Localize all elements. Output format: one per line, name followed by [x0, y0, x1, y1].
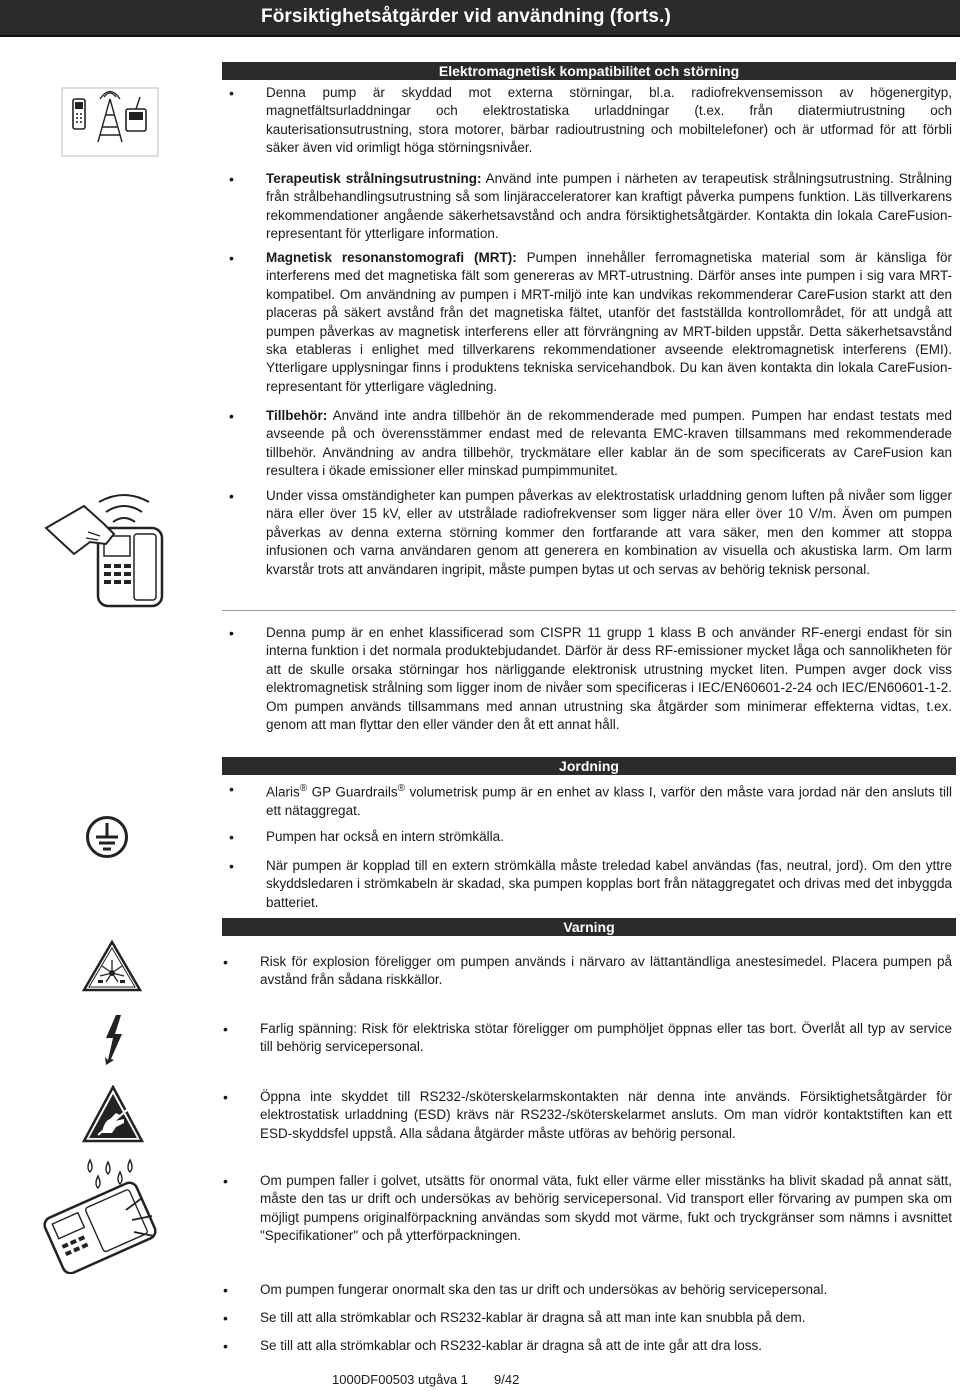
emc-bullet-cispr: • Denna pump är en enhet klassificerad som CISPR 11 grupp 1 klass B och använder RF-energi endast för sin interna funktion i det normala produktebjudandet. Därför är dess RF-emissioner mycket låga och sannolikheten för att de skulle orsaka störningar hos närliggande elektronisk utrustning mycket liten. Pumpen avger dock viss elektromagnetisk strålning som ligger inom de nivåer som specificeras i IEC/EN60601-2-24 och IEC/EN60601-1-2. Om pumpen används tillsammans med annan utrustning ska åtgärder som minimerar effekterna vidtas, t.ex. genom att man flyttar den eller vänder den åt ett annat håll. — [266, 624, 952, 734]
pump-dropped-wet-icon — [30, 1158, 172, 1279]
esd-hand-pump-icon — [44, 484, 166, 617]
warning-section-header: Varning — [222, 918, 956, 936]
warning-bullet-dropped: • Om pumpen faller i golvet, utsätts för onormal väta, fukt eller värme eller misstänks ha blivit skadad på annat sätt, måste den tas ur drift och undersökas av behörig servicepersonal. Vid transport eller förvaring av pumpen ska om möjligt pumpens originalförpackning användas som skydd mot värme, fukt och tryckgränser som nämns i avsnittet "Specifikationer" och på ytterförpackningen. — [260, 1172, 952, 1246]
emc-bullet-accessories — [266, 407, 952, 481]
emc-bullet-radiation — [266, 170, 952, 244]
radiation-text: Använd inte pumpen i närheten av terapeutisk strålningsutrustning. Strålning från strålbehandlingsutrustning så som linjäracceleratorer kan kraftigt påverka pumpens funktion. Läs tillverkarens rekommendationer angående säkerhetsavstånd och andra försiktighetsåtgärder. Kontakta din lokala CareFusion-representant för ytterligare information. — [266, 171, 952, 242]
warning-bullet-rs232: • Öppna inte skyddet till RS232-/sköterskelarmskontakten när denna inte används. Försiktighetsåtgärder för elektrostatisk urladdning (ESD) krävs när RS232-/sköterskelarmet ansluts. Om man vidrör kontaktstiften kan ett ESD-skyddsfel uppstå. Alla sådana åtgärder måste utföras av behörig personal. — [260, 1088, 952, 1143]
registered-mark-2: ® — [397, 783, 406, 794]
section-divider — [222, 610, 956, 611]
grounding-bullet-class — [266, 780, 952, 820]
document-id: 1000DF00503 utgåva 1 — [332, 1372, 468, 1387]
emc-bullet-esd: • Under vissa omständigheter kan pumpen påverkas av elektrostatisk urladdning genom luften på nivåer som ligger nära eller över 15 kV, eller av utstrålade radiofrekvenser som ligger nära eller över 10 V/m. Även om pumpen påverkas av denna externa störning kommer den fortfarande att vara säker, men den kommer att stoppa infusionen och varna användaren genom att generera en kombination av visuella och akustiska larm. Om larm kvarstår trots att användaren ingripit, måste pumpen bytas ut och servas av behörig teknisk personal. — [266, 487, 952, 579]
page-title: Försiktighetsåtgärder vid användning (forts.) — [261, 6, 671, 27]
emc-section-header: Elektromagnetisk kompatibilitet och störning — [222, 62, 956, 80]
title-bar — [0, 0, 960, 35]
warning-bullet-malfunction: • Om pumpen fungerar onormalt ska den tas ur drift och undersökas av behörig servicepersonal. — [260, 1281, 952, 1299]
grounding-bullet-cable: • När pumpen är kopplad till en extern strömkälla måste treledad kabel användas (fas, neutral, jord). Om den yttre skyddsledaren i strömkabeln är skadad, ska pumpen kopplas bort från nätaggregatet och drivas med det inbyggda batteriet. — [266, 857, 952, 912]
title-rule — [0, 35, 960, 37]
warning-bullet-trip: • Se till att alla strömkablar och RS232-kablar är dragna så att man inte kan snubbla på dem. — [260, 1309, 952, 1327]
registered-mark: ® — [299, 783, 308, 794]
radiation-label: Terapeutisk strålningsutrustning: — [266, 171, 482, 186]
grounding-class-text: volumetrisk pump är en enhet av klass I, varför den måste vara jordad när den ansluts till ett nätaggregat. — [266, 784, 952, 818]
interference-sources-icon — [60, 87, 160, 162]
dangerous-voltage-icon — [102, 1014, 124, 1071]
product-name-suffix: GP Guardrails — [307, 784, 398, 800]
protective-earth-icon — [85, 815, 129, 864]
mri-text: Pumpen innehåller ferromagnetiska material som är känsliga för interferens med det magnetiska fält som genereras av MRT-utrustning. Därför anses inte pumpen i sig vara MRT-kompatibel. Om användning av pumpen i MRT-miljö inte kan undvikas rekommenderar CareFusion starkt att den placeras på säkert avstånd från det magnetiska fältet, utanför det fastställda kontrollområdet, för att undgå att pumpen påverkas av magnetisk interferens eller att förvrängning av MRT-bilden uppstår. Detta säkerhetsavstånd ska etableras i enlighet med tillverkarens rekommendationer avseende elektromagnetisk interferens (EMI). Ytterligare upplysningar finns i produktens tekniska servicehandbok. Du kan även kontakta din lokala CareFusion-representant för ytterligare vägledning. — [266, 250, 952, 394]
esd-sensitive-icon — [82, 1085, 144, 1150]
grounding-bullet-internal: • Pumpen har också en intern strömkälla. — [266, 828, 952, 846]
product-name: Alaris — [266, 784, 300, 800]
footer — [332, 1372, 520, 1387]
explosion-hazard-icon — [82, 940, 142, 997]
grounding-section-header: Jordning — [222, 757, 956, 775]
warning-bullet-voltage: • Farlig spänning: Risk för elektriska stötar föreligger om pumphöljet öppnas eller tas bort. Överlåt all typ av service till behörig servicepersonal. — [260, 1020, 952, 1057]
accessories-label: Tillbehör: — [266, 408, 328, 423]
warning-bullet-secure: • Se till att alla strömkablar och RS232-kablar är dragna så att de inte går att dra loss. — [260, 1337, 952, 1355]
emc-bullet-protection: • Denna pump är skyddad mot externa störningar, bl.a. radiofrekvensemisson av högenergityp, magnetfältsurladdningar och elektrostatiska urladdningar (t.ex. från diatermiutrustning och kauterisationsutrustning, stora motorer, bärbar radioutrustning och mobiltelefoner) och är utformad för att förbli säker även vid orimligt höga störningsnivåer. — [266, 84, 952, 158]
emc-bullet-mri — [266, 249, 952, 396]
warning-bullet-explosion: • Risk för explosion föreligger om pumpen används i närvaro av lättantändliga anestesimedel. Placera pumpen på avstånd från sådana riskkällor. — [260, 953, 952, 990]
page-number: 9/42 — [494, 1372, 520, 1387]
mri-label: Magnetisk resonanstomografi (MRT): — [266, 250, 517, 265]
accessories-text: Använd inte andra tillbehör än de rekommenderade med pumpen. Pumpen har endast testats med avseende på och överensstämmer endast med de relevanta EMC-kraven tillsammans med rekommenderade tillbehör. Användning av andra tillbehör, tryckmätare eller kablar än de som specificerats av CareFusion kan resultera i ökade emissioner eller minskad pumpimmunitet. — [266, 408, 952, 479]
